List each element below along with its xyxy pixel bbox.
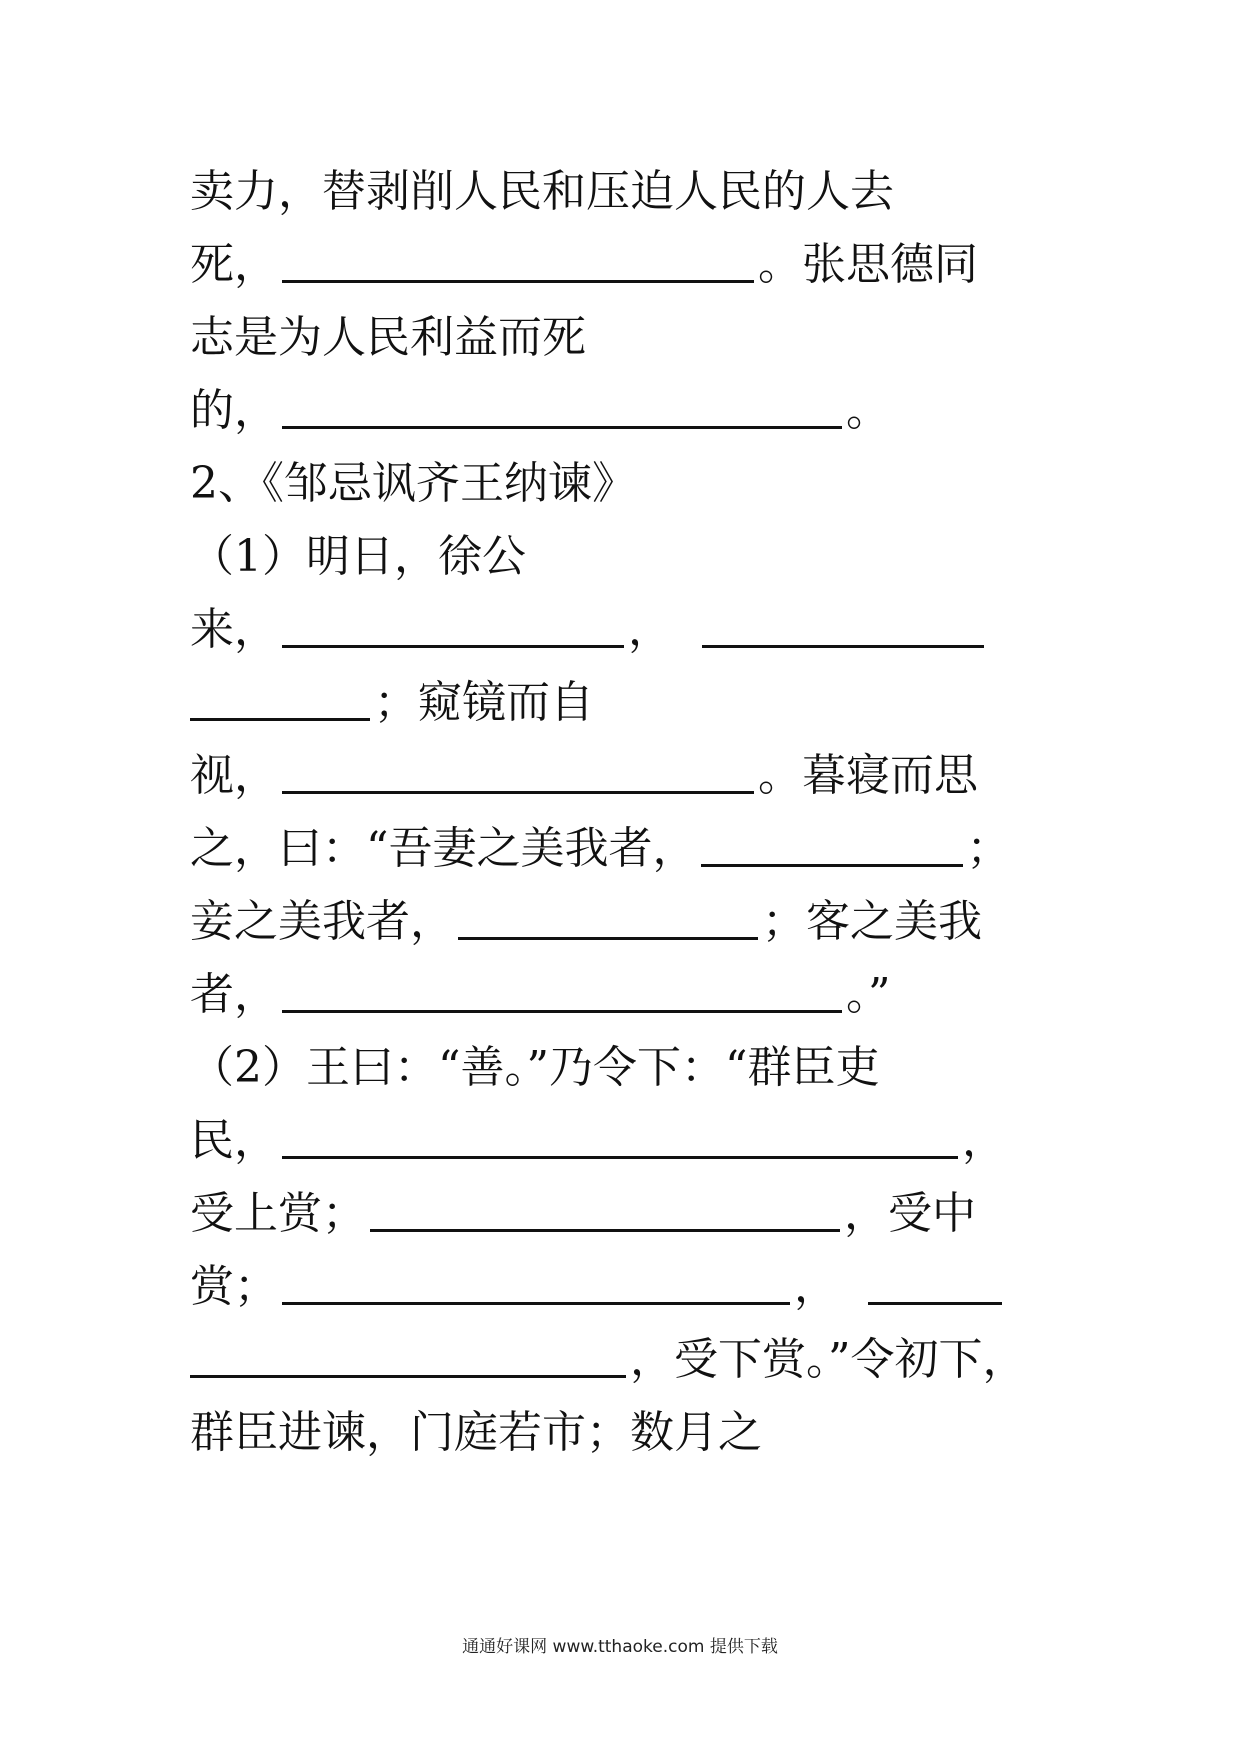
fill-blank[interactable] [370, 1207, 840, 1232]
text-line-11 [190, 885, 1070, 958]
line-text: ， [628, 604, 672, 655]
line-text: （2）王曰：“善。”乃令下：“群臣吏 [190, 1042, 880, 1093]
text-line-7 [190, 593, 1070, 666]
line-text: 受上赏； [190, 1188, 366, 1239]
line-text: ；窥镜而自 [374, 677, 594, 728]
line-text: 来， [190, 604, 278, 655]
line-text: ， [962, 1115, 1006, 1166]
text-line-14 [190, 1104, 1070, 1177]
text-line-15 [190, 1177, 1070, 1250]
line-text: 群臣进谏，门庭若市；数月之 [190, 1407, 762, 1458]
text-line-8 [190, 666, 1070, 739]
line-text: 的， [190, 385, 278, 436]
text-line-17 [190, 1323, 1070, 1396]
line-text: 死， [190, 239, 278, 290]
line-text: 民， [190, 1115, 278, 1166]
fill-blank[interactable] [702, 623, 984, 648]
text-line-9 [190, 739, 1070, 812]
line-text: 志是为人民利益而死 [190, 312, 586, 363]
line-text: 卖力，替剥削人民和压迫人民的人去 [190, 166, 894, 217]
text-line-3 [190, 301, 1070, 374]
line-text: 。” [846, 969, 891, 1020]
fill-blank[interactable] [701, 842, 963, 867]
line-text: ，受下赏。”令初下， [630, 1334, 1027, 1385]
text-line-1 [190, 155, 1070, 228]
fill-blank[interactable] [868, 1280, 1002, 1305]
fill-blank[interactable] [282, 1280, 790, 1305]
line-text: 赏； [190, 1261, 278, 1312]
line-text: ，受中 [844, 1188, 976, 1239]
line-text: （1）明日，徐公 [190, 531, 526, 582]
text-line-2 [190, 228, 1070, 301]
worksheet-body [190, 155, 1070, 1469]
fill-blank[interactable] [282, 623, 624, 648]
text-line-18 [190, 1396, 1070, 1469]
fill-blank[interactable] [458, 915, 758, 940]
line-text: 。 [846, 385, 890, 436]
line-text: ， [794, 1261, 838, 1312]
line-text: 。暮寝而思 [758, 750, 978, 801]
page-footer: 通通好课网 www.tthaoke.com 提供下载 [462, 1637, 778, 1657]
line-text: ； [966, 823, 1011, 874]
line-text: 者， [190, 969, 278, 1020]
text-line-4 [190, 374, 1070, 447]
line-text: 之，曰：“吾妻之美我者， [190, 823, 697, 874]
line-text: 2、《邹忌讽齐王纳谏》 [190, 458, 636, 509]
text-line-6 [190, 520, 1070, 593]
line-text: ；客之美我 [762, 896, 982, 947]
fill-blank[interactable] [282, 769, 754, 794]
text-line-12 [190, 958, 1070, 1031]
fill-blank[interactable] [282, 988, 842, 1013]
fill-blank[interactable] [190, 1353, 626, 1378]
fill-blank[interactable] [282, 1134, 958, 1159]
line-text: 妾之美我者， [190, 896, 454, 947]
line-text: 视， [190, 750, 278, 801]
fill-blank[interactable] [282, 258, 754, 283]
text-line-16 [190, 1250, 1070, 1323]
line-text: 。张思德同 [758, 239, 978, 290]
text-line-13 [190, 1031, 1070, 1104]
text-line-10 [190, 812, 1070, 885]
fill-blank[interactable] [282, 404, 842, 429]
fill-blank[interactable] [190, 696, 370, 721]
section-heading [190, 447, 1070, 520]
